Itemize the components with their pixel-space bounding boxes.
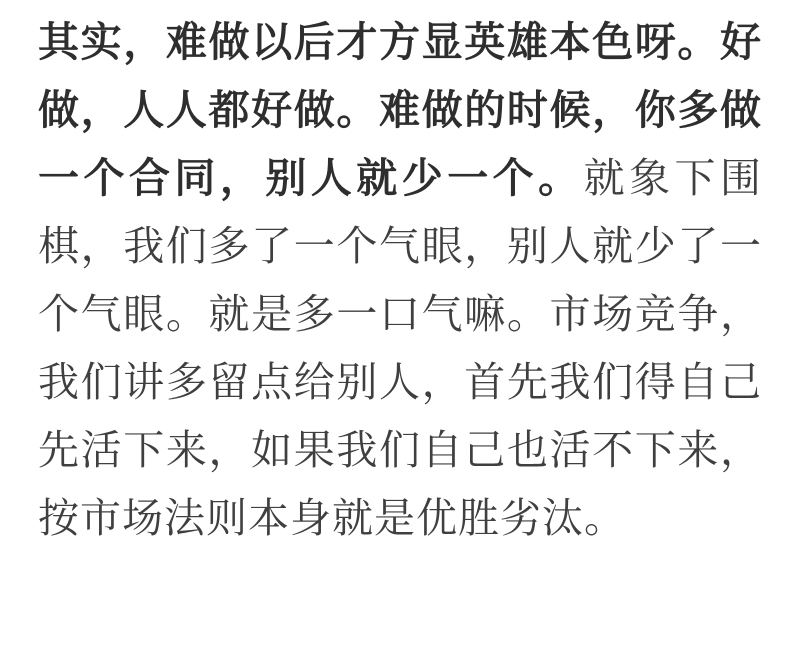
- quote-emphasis-text: 其实，难做以后才方显英雄本色呀。好做，人人都好做。难做的时候，你多做一个合同，别人就少一个。: [38, 18, 762, 202]
- quote-body-text: 就象下围棋，我们多了一个气眼，别人就少了一个气眼。就是多一口气嘛。市场竞争，我们讲多留点给别人，首先我们得自己先活下来，如果我们自己也活不下来，按市场法则本身就是优胜劣汰。: [38, 154, 763, 542]
- quote-paragraph: [38, 8, 762, 552]
